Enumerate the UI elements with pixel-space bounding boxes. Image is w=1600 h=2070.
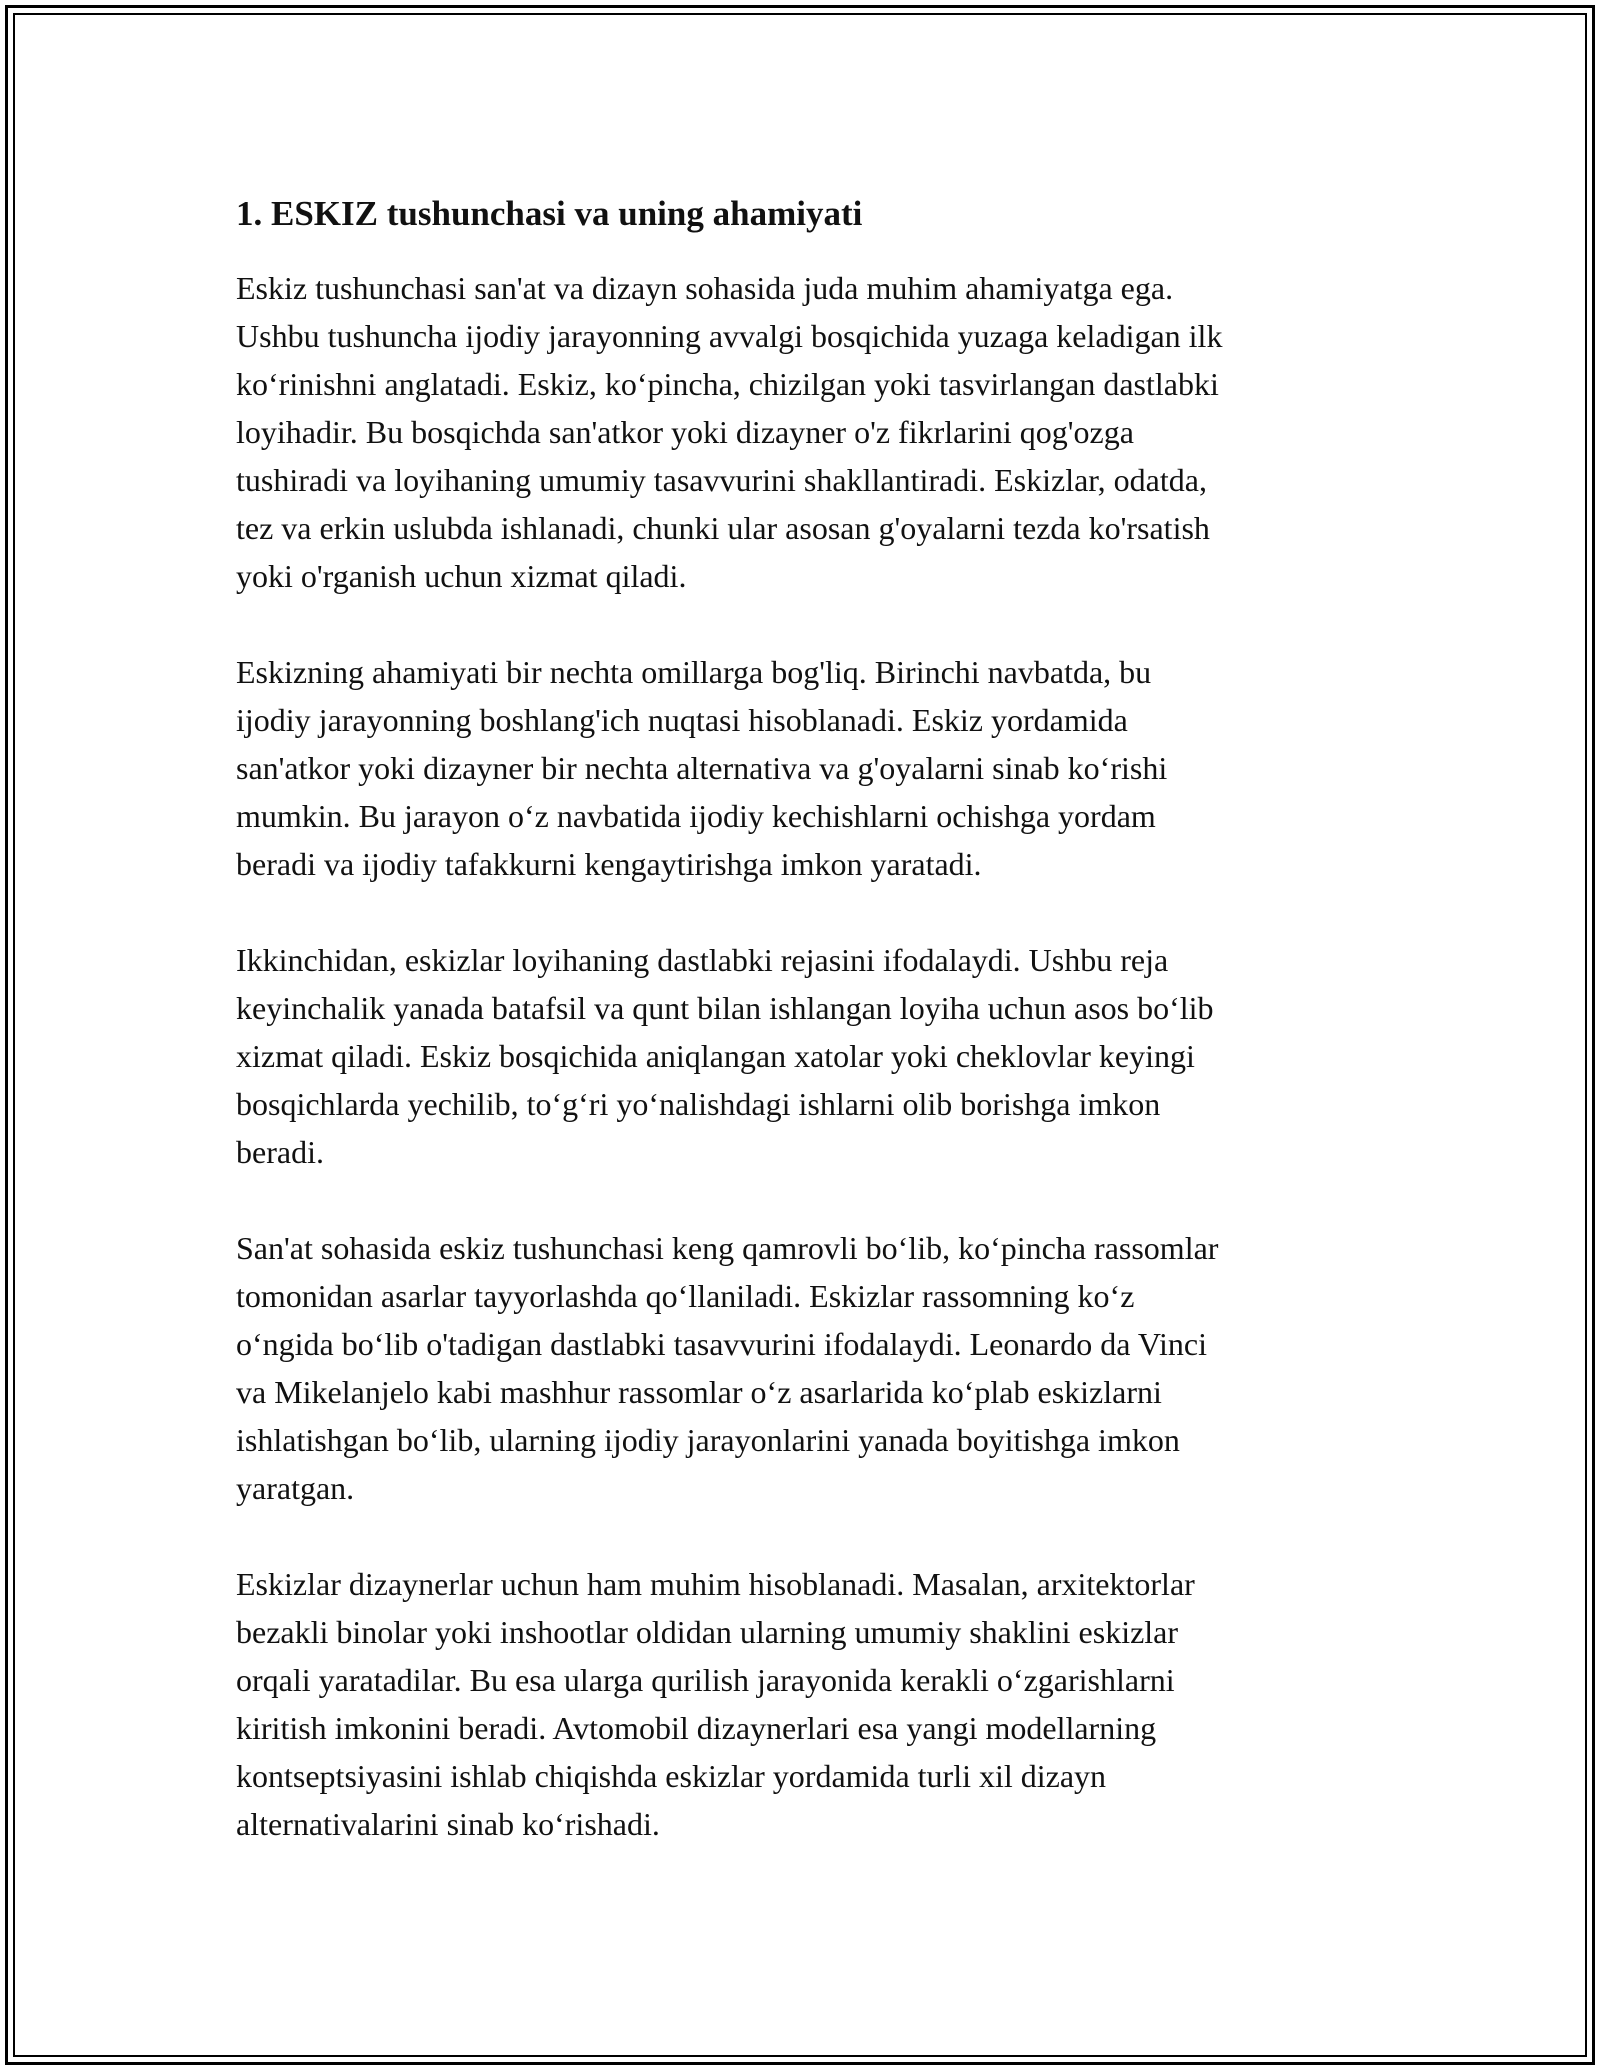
text-line: tushiradi va loyihaning umumiy tasavvurini shakllantiradi. Eskizlar, odatda, <box>236 462 1207 498</box>
text-line: San'at sohasida eskiz tushunchasi keng qamrovli bo‘lib, ko‘pincha rassomlar <box>236 1230 1219 1266</box>
text-line: ko‘rinishni anglatadi. Eskiz, ko‘pincha, chizilgan yoki tasvirlangan dastlabki <box>236 366 1219 402</box>
text-line: Ushbu tushuncha ijodiy jarayonning avvalgi bosqichida yuzaga keladigan ilk <box>236 318 1223 354</box>
text-line: Eskizlar dizaynerlar uchun ham muhim hisoblanadi. Masalan, arxitektorlar <box>236 1566 1195 1602</box>
paragraph-4 <box>236 1224 1376 1512</box>
text-line: ijodiy jarayonning boshlang'ich nuqtasi hisoblanadi. Eskiz yordamida <box>236 702 1128 738</box>
text-line: Ikkinchidan, eskizlar loyihaning dastlabki rejasini ifodalaydi. Ushbu reja <box>236 942 1169 978</box>
text-line: alternativalarini sinab ko‘rishadi. <box>236 1806 660 1842</box>
text-line: Eskiz tushunchasi san'at va dizayn sohasida juda muhim ahamiyatga ega. <box>236 270 1174 306</box>
text-line: beradi va ijodiy tafakkurni kengaytirishga imkon yaratadi. <box>236 846 982 882</box>
text-line: orqali yaratadilar. Bu esa ularga qurilish jarayonida kerakli o‘zgarishlarni <box>236 1662 1175 1698</box>
text-line: yoki o'rganish uchun xizmat qiladi. <box>236 558 687 594</box>
text-line: o‘ngida bo‘lib o'tadigan dastlabki tasavvurini ifodalaydi. Leonardo da Vinci <box>236 1326 1207 1362</box>
text-line: ishlatishgan bo‘lib, ularning ijodiy jarayonlarini yanada boyitishga imkon <box>236 1422 1180 1458</box>
paragraph-1 <box>236 264 1376 600</box>
text-line: tomonidan asarlar tayyorlashda qo‘llaniladi. Eskizlar rassomning ko‘z <box>236 1278 1135 1314</box>
paragraph-5 <box>236 1560 1376 1848</box>
text-line: beradi. <box>236 1134 324 1170</box>
text-line: bezakli binolar yoki inshootlar oldidan ularning umumiy shaklini eskizlar <box>236 1614 1179 1650</box>
paragraph-3 <box>236 936 1376 1176</box>
text-line: yaratgan. <box>236 1470 355 1506</box>
text-line: Eskizning ahamiyati bir nechta omillarga bog'liq. Birinchi navbatda, bu <box>236 654 1152 690</box>
text-line: va Mikelanjelo kabi mashhur rassomlar o‘z asarlarida ko‘plab eskizlarni <box>236 1374 1162 1410</box>
text-line: san'atkor yoki dizayner bir nechta alternativa va g'oyalarni sinab ko‘rishi <box>236 750 1168 786</box>
text-line: xizmat qiladi. Eskiz bosqichida aniqlangan xatolar yoki cheklovlar keyingi <box>236 1038 1195 1074</box>
text-line: keyinchalik yanada batafsil va qunt bilan ishlangan loyiha uchun asos bo‘lib <box>236 990 1214 1026</box>
text-line: bosqichlarda yechilib, to‘g‘ri yo‘nalishdagi ishlarni olib borishga imkon <box>236 1086 1161 1122</box>
text-line: tez va erkin uslubda ishlanadi, chunki ular asosan g'oyalarni tezda ko'rsatish <box>236 510 1210 546</box>
text-line: loyihadir. Bu bosqichda san'atkor yoki dizayner o'z fikrlarini qog'ozga <box>236 414 1134 450</box>
section-heading: 1. ESKIZ tushunchasi va uning ahamiyati <box>236 194 863 233</box>
text-line: kiritish imkonini beradi. Avtomobil dizaynerlari esa yangi modellarning <box>236 1710 1157 1746</box>
document-body <box>236 188 1376 1896</box>
text-line: mumkin. Bu jarayon o‘z navbatida ijodiy kechishlarni ochishga yordam <box>236 798 1156 834</box>
paragraph-2 <box>236 648 1376 888</box>
text-line: kontseptsiyasini ishlab chiqishda eskizlar yordamida turli xil dizayn <box>236 1758 1107 1794</box>
